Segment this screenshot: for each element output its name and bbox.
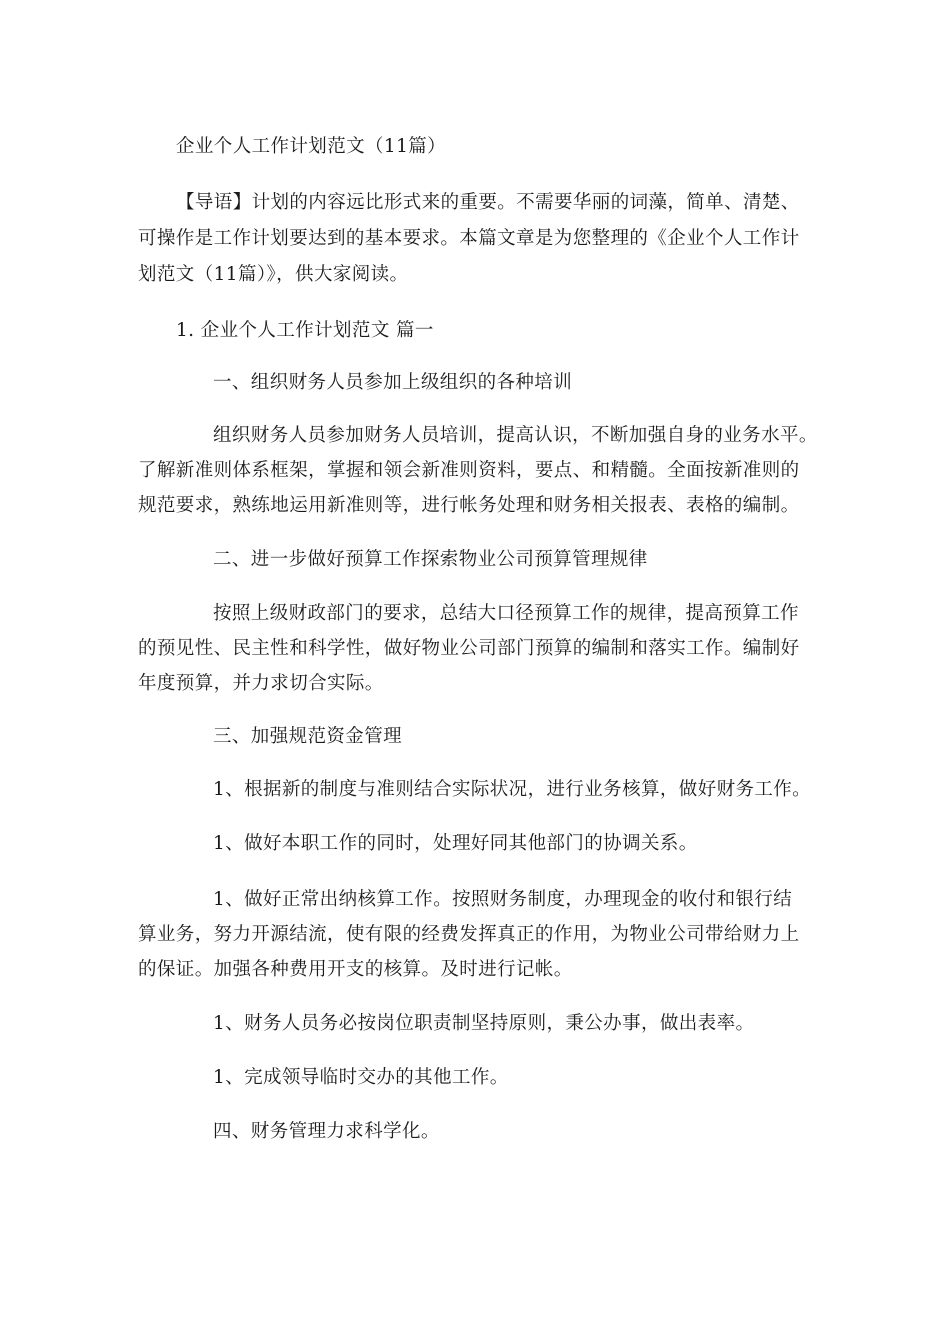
intro-line-1: 【导语】计划的内容远比形式来的重要。不需要华丽的词藻，简单、清楚、 <box>176 192 800 213</box>
paragraph-1-line-3: 规范要求，熟练地运用新准则等，进行帐务处理和财务相关报表、表格的编制。 <box>138 495 800 516</box>
paragraph-2-line-3: 年度预算，并力求切合实际。 <box>138 673 384 694</box>
list-item-3-line-3: 的保证。加强各种费用开支的核算。及时进行记帐。 <box>138 959 573 980</box>
list-item-5: 1、完成领导临时交办的其他工作。 <box>213 1067 509 1088</box>
paragraph-1-line-1: 组织财务人员参加财务人员培训，提高认识，不断加强自身的业务水平。 <box>213 425 818 446</box>
document-title: 企业个人工作计划范文（11篇） <box>176 136 447 157</box>
heading-4: 四、财务管理力求科学化。 <box>213 1121 440 1142</box>
paragraph-2-line-2: 的预见性、民主性和科学性，做好物业公司部门预算的编制和落实工作。编制好 <box>138 638 800 659</box>
paragraph-1-line-2: 了解新准则体系框架，掌握和领会新准则资料，要点、和精髓。全面按新准则的 <box>138 460 800 481</box>
heading-2: 二、进一步做好预算工作探索物业公司预算管理规律 <box>213 549 648 570</box>
heading-1: 一、组织财务人员参加上级组织的各种培训 <box>213 372 573 393</box>
list-item-3-line-2: 算业务，努力开源结流，使有限的经费发挥真正的作用，为物业公司带给财力上 <box>138 924 800 945</box>
list-item-2: 1、做好本职工作的同时，处理好同其他部门的协调关系。 <box>213 833 698 854</box>
list-item-1: 1、根据新的制度与准则结合实际状况，进行业务核算，做好财务工作。 <box>213 779 812 800</box>
paragraph-2-line-1: 按照上级财政部门的要求，总结大口径预算工作的规律，提高预算工作 <box>213 603 799 624</box>
section-title: 1. 企业个人工作计划范文 篇一 <box>176 320 434 341</box>
intro-line-3: 划范文（11篇）》，供大家阅读。 <box>138 264 409 285</box>
list-item-4: 1、财务人员务必按岗位职责制坚持原则，秉公办事，做出表率。 <box>213 1013 755 1034</box>
list-item-3-line-1: 1、做好正常出纳核算工作。按照财务制度，办理现金的收付和银行结 <box>213 889 793 910</box>
heading-3: 三、加强规范资金管理 <box>213 726 403 747</box>
intro-line-2: 可操作是工作计划要达到的基本要求。本篇文章是为您整理的《企业个人工作计 <box>138 228 800 249</box>
